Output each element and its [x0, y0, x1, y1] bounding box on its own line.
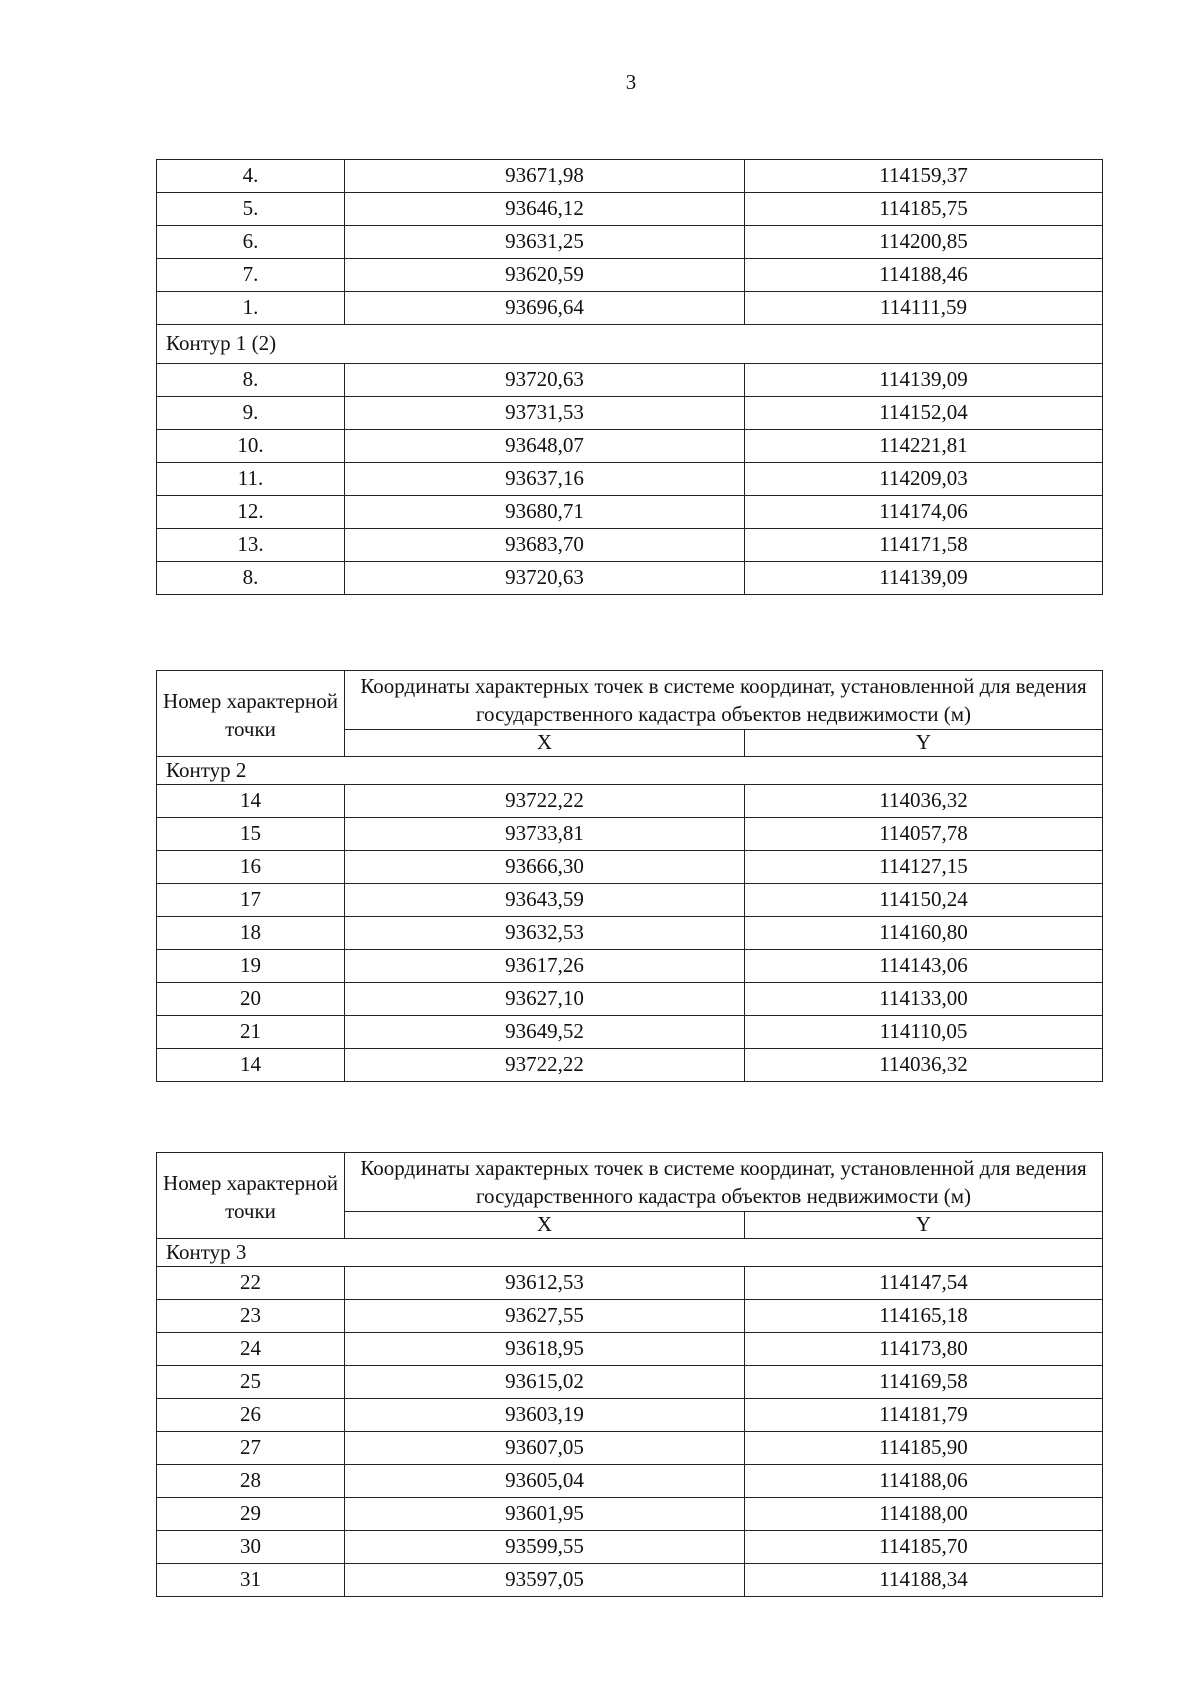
x-coordinate-cell: 93599,55: [345, 1531, 745, 1564]
y-coordinate-cell: 114150,24: [745, 884, 1103, 917]
table-row: [157, 1498, 1103, 1531]
table-row: [157, 463, 1103, 496]
table-row: [157, 430, 1103, 463]
point-number-cell: 7.: [157, 259, 345, 292]
header-x: X: [345, 730, 745, 757]
point-number-cell: 5.: [157, 193, 345, 226]
point-number-cell: 4.: [157, 160, 345, 193]
coordinates-table-contour-2: [156, 670, 1103, 1082]
x-coordinate-cell: 93632,53: [345, 917, 745, 950]
x-coordinate-cell: 93666,30: [345, 851, 745, 884]
table-row: [157, 950, 1103, 983]
table-row: [157, 983, 1103, 1016]
x-coordinate-cell: 93720,63: [345, 364, 745, 397]
point-number-cell: 23: [157, 1300, 345, 1333]
x-coordinate-cell: 93722,22: [345, 1049, 745, 1082]
point-number-cell: 19: [157, 950, 345, 983]
y-coordinate-cell: 114185,70: [745, 1531, 1103, 1564]
x-coordinate-cell: 93605,04: [345, 1465, 745, 1498]
header-point-number: Номер характерной точки: [157, 1153, 345, 1239]
y-coordinate-cell: 114159,37: [745, 160, 1103, 193]
point-number-cell: 9.: [157, 397, 345, 430]
table-row: [157, 1465, 1103, 1498]
y-coordinate-cell: 114127,15: [745, 851, 1103, 884]
y-coordinate-cell: 114185,90: [745, 1432, 1103, 1465]
page-number: 3: [625, 70, 637, 94]
header-y: Y: [745, 1212, 1103, 1239]
table-row: [157, 785, 1103, 818]
point-number-cell: 1.: [157, 292, 345, 325]
table-row: [157, 1564, 1103, 1597]
point-number-cell: 20: [157, 983, 345, 1016]
x-coordinate-cell: 93620,59: [345, 259, 745, 292]
point-number-cell: 24: [157, 1333, 345, 1366]
point-number-cell: 25: [157, 1366, 345, 1399]
table-row: [157, 1399, 1103, 1432]
y-coordinate-cell: 114171,58: [745, 529, 1103, 562]
y-coordinate-cell: 114209,03: [745, 463, 1103, 496]
table-row: [157, 1333, 1103, 1366]
table-row: [157, 529, 1103, 562]
y-coordinate-cell: 114111,59: [745, 292, 1103, 325]
point-number-cell: 8.: [157, 562, 345, 595]
table-row: [157, 818, 1103, 851]
y-coordinate-cell: 114160,80: [745, 917, 1103, 950]
point-number-cell: 8.: [157, 364, 345, 397]
x-coordinate-cell: 93631,25: [345, 226, 745, 259]
x-coordinate-cell: 93731,53: [345, 397, 745, 430]
contour-label: Контур 3: [157, 1239, 1103, 1267]
coordinates-table-contour-1: [156, 159, 1103, 595]
point-number-cell: 15: [157, 818, 345, 851]
point-number-cell: 26: [157, 1399, 345, 1432]
y-coordinate-cell: 114036,32: [745, 1049, 1103, 1082]
table-row: [157, 1432, 1103, 1465]
y-coordinate-cell: 114057,78: [745, 818, 1103, 851]
point-number-cell: 6.: [157, 226, 345, 259]
point-number-cell: 29: [157, 1498, 345, 1531]
x-coordinate-cell: 93722,22: [345, 785, 745, 818]
point-number-cell: 27: [157, 1432, 345, 1465]
x-coordinate-cell: 93680,71: [345, 496, 745, 529]
point-number-cell: 22: [157, 1267, 345, 1300]
point-number-cell: 21: [157, 1016, 345, 1049]
x-coordinate-cell: 93683,70: [345, 529, 745, 562]
x-coordinate-cell: 93627,10: [345, 983, 745, 1016]
table-row: [157, 917, 1103, 950]
header-coordinates: Координаты характерных точек в системе координат, установленной для ведения государственного кадастра объектов недвижимости (м): [345, 1153, 1103, 1212]
table-row: [157, 496, 1103, 529]
y-coordinate-cell: 114139,09: [745, 562, 1103, 595]
y-coordinate-cell: 114169,58: [745, 1366, 1103, 1399]
table-row: [157, 1300, 1103, 1333]
table-row: [157, 259, 1103, 292]
y-coordinate-cell: 114188,46: [745, 259, 1103, 292]
header-coordinates: Координаты характерных точек в системе координат, установленной для ведения государственного кадастра объектов недвижимости (м): [345, 671, 1103, 730]
table-row: [157, 160, 1103, 193]
x-coordinate-cell: 93607,05: [345, 1432, 745, 1465]
table-row: [157, 364, 1103, 397]
x-coordinate-cell: 93597,05: [345, 1564, 745, 1597]
x-coordinate-cell: 93618,95: [345, 1333, 745, 1366]
x-coordinate-cell: 93603,19: [345, 1399, 745, 1432]
header-point-number: Номер характерной точки: [157, 671, 345, 757]
table-row: [157, 1267, 1103, 1300]
contour-label: Контур 2: [157, 757, 1103, 785]
point-number-cell: 18: [157, 917, 345, 950]
y-coordinate-cell: 114174,06: [745, 496, 1103, 529]
point-number-cell: 17: [157, 884, 345, 917]
x-coordinate-cell: 93671,98: [345, 160, 745, 193]
y-coordinate-cell: 114188,34: [745, 1564, 1103, 1597]
x-coordinate-cell: 93696,64: [345, 292, 745, 325]
table-row: [157, 851, 1103, 884]
point-number-cell: 31: [157, 1564, 345, 1597]
point-number-cell: 16: [157, 851, 345, 884]
x-coordinate-cell: 93648,07: [345, 430, 745, 463]
contour-label: Контур 1 (2): [157, 325, 1103, 364]
table-row: [157, 1366, 1103, 1399]
y-coordinate-cell: 114133,00: [745, 983, 1103, 1016]
y-coordinate-cell: 114165,18: [745, 1300, 1103, 1333]
y-coordinate-cell: 114036,32: [745, 785, 1103, 818]
x-coordinate-cell: 93733,81: [345, 818, 745, 851]
y-coordinate-cell: 114181,79: [745, 1399, 1103, 1432]
y-coordinate-cell: 114147,54: [745, 1267, 1103, 1300]
point-number-cell: 14: [157, 1049, 345, 1082]
x-coordinate-cell: 93627,55: [345, 1300, 745, 1333]
x-coordinate-cell: 93649,52: [345, 1016, 745, 1049]
y-coordinate-cell: 114188,00: [745, 1498, 1103, 1531]
y-coordinate-cell: 114173,80: [745, 1333, 1103, 1366]
x-coordinate-cell: 93612,53: [345, 1267, 745, 1300]
point-number-cell: 13.: [157, 529, 345, 562]
point-number-cell: 12.: [157, 496, 345, 529]
y-coordinate-cell: 114221,81: [745, 430, 1103, 463]
table-row: [157, 1016, 1103, 1049]
header-x: X: [345, 1212, 745, 1239]
x-coordinate-cell: 93720,63: [345, 562, 745, 595]
x-coordinate-cell: 93643,59: [345, 884, 745, 917]
table-row: [157, 562, 1103, 595]
x-coordinate-cell: 93601,95: [345, 1498, 745, 1531]
point-number-cell: 10.: [157, 430, 345, 463]
y-coordinate-cell: 114152,04: [745, 397, 1103, 430]
point-number-cell: 11.: [157, 463, 345, 496]
table-row: [157, 292, 1103, 325]
table-row: [157, 193, 1103, 226]
y-coordinate-cell: 114143,06: [745, 950, 1103, 983]
y-coordinate-cell: 114200,85: [745, 226, 1103, 259]
table-row: [157, 884, 1103, 917]
header-y: Y: [745, 730, 1103, 757]
point-number-cell: 30: [157, 1531, 345, 1564]
table-row: [157, 397, 1103, 430]
table-row: [157, 1049, 1103, 1082]
point-number-cell: 28: [157, 1465, 345, 1498]
table-row: [157, 1531, 1103, 1564]
x-coordinate-cell: 93646,12: [345, 193, 745, 226]
table-row: [157, 226, 1103, 259]
x-coordinate-cell: 93637,16: [345, 463, 745, 496]
coordinates-table-contour-3: [156, 1152, 1103, 1597]
y-coordinate-cell: 114110,05: [745, 1016, 1103, 1049]
y-coordinate-cell: 114139,09: [745, 364, 1103, 397]
point-number-cell: 14: [157, 785, 345, 818]
x-coordinate-cell: 93617,26: [345, 950, 745, 983]
y-coordinate-cell: 114185,75: [745, 193, 1103, 226]
x-coordinate-cell: 93615,02: [345, 1366, 745, 1399]
y-coordinate-cell: 114188,06: [745, 1465, 1103, 1498]
